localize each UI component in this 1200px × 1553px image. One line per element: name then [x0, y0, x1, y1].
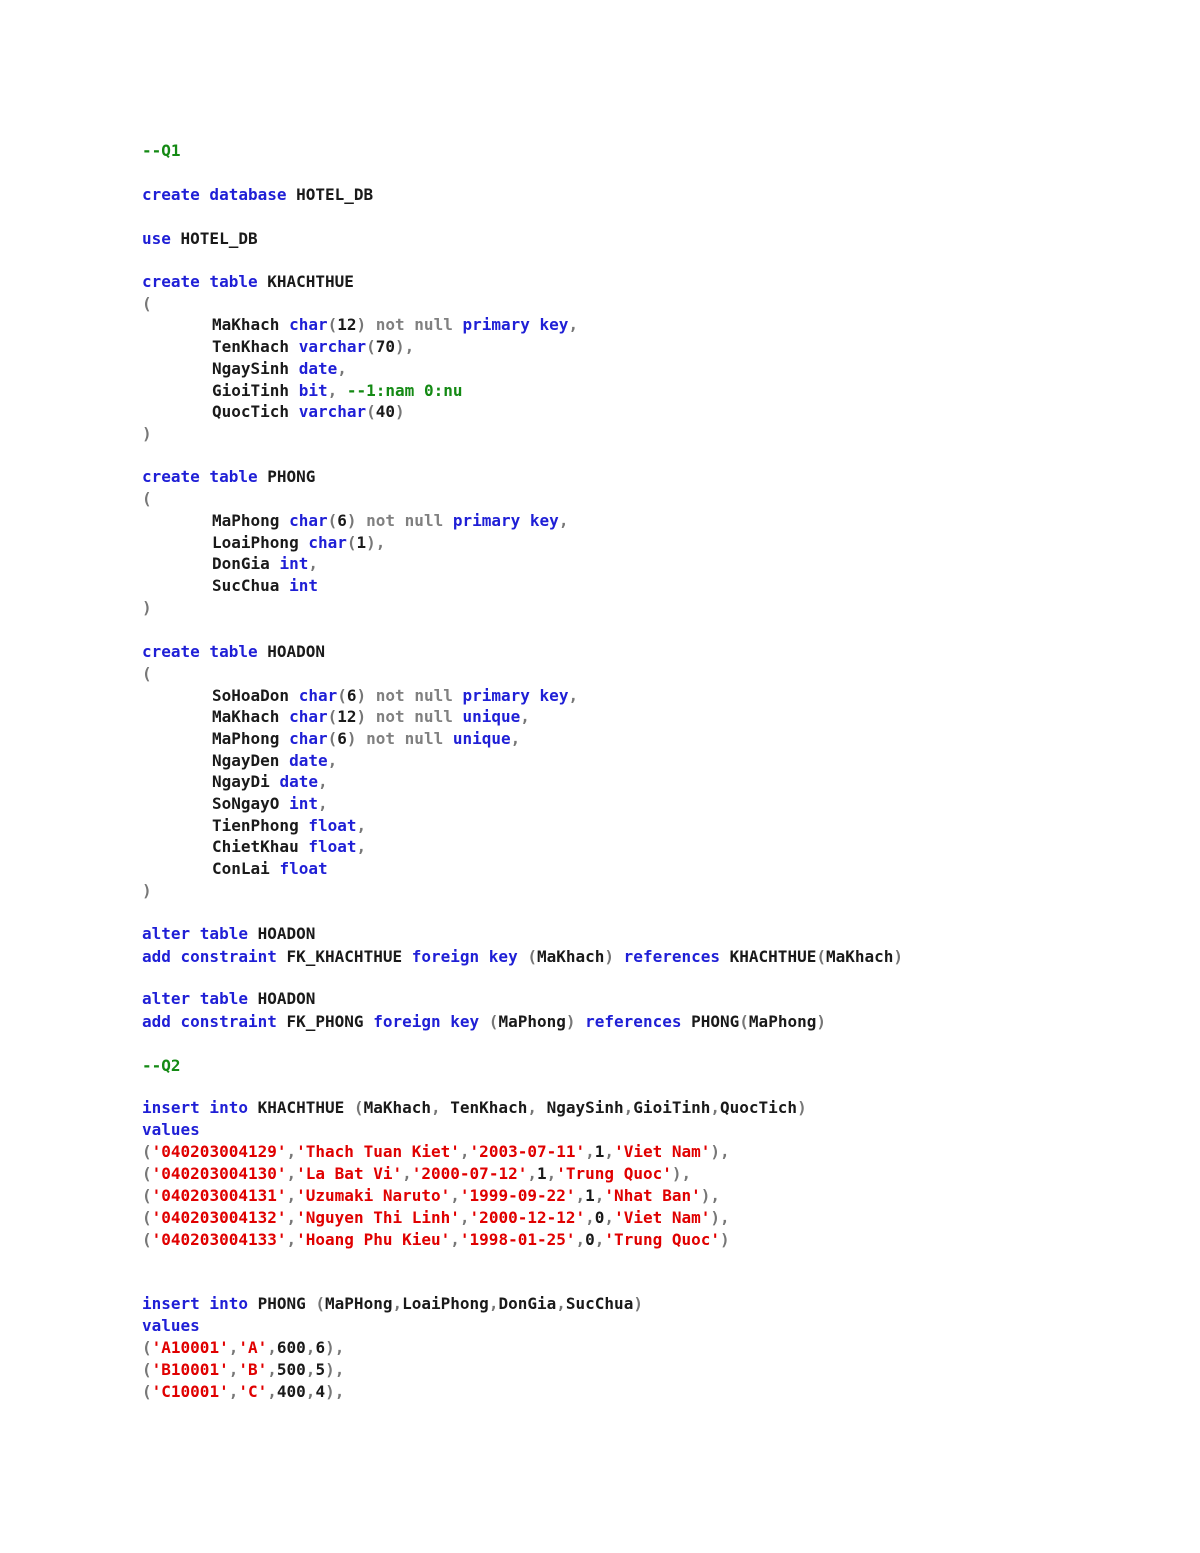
code-token: 'Viet Nam'	[614, 1208, 711, 1227]
code-token: '2003-07-11'	[469, 1142, 586, 1161]
code-line	[142, 336, 414, 358]
code-token: create table	[142, 272, 268, 291]
code-token: unique	[452, 729, 511, 748]
code-token: int	[289, 794, 318, 813]
code-token: unique	[462, 707, 521, 726]
code-line	[142, 880, 152, 902]
code-token: ,	[308, 554, 318, 573]
code-token: NgayDi	[212, 772, 280, 791]
code-token: ,	[459, 1142, 470, 1161]
code-token: ,	[337, 359, 347, 378]
code-token: '2000-12-12'	[469, 1208, 586, 1227]
code-token: MaKhach	[363, 1098, 431, 1117]
code-token: MaKhach	[825, 947, 894, 966]
code-token: ,	[267, 1382, 277, 1401]
code-token: ),	[325, 1382, 345, 1401]
code-token: create table	[142, 467, 268, 486]
code-token: ,	[286, 1164, 297, 1183]
code-token: ,	[585, 1142, 595, 1161]
code-token: ,	[710, 1098, 720, 1117]
code-line	[142, 466, 315, 488]
code-token: not null	[375, 315, 463, 334]
code-token: 6	[315, 1338, 326, 1357]
code-line	[142, 1163, 691, 1185]
code-token: ,	[402, 1164, 412, 1183]
code-token: 40	[375, 402, 396, 421]
code-token: ),	[700, 1186, 721, 1205]
code-token: ,	[286, 1142, 297, 1161]
code-token: varchar	[298, 402, 367, 421]
code-line	[142, 750, 337, 772]
code-token: ,	[305, 1360, 316, 1379]
code-token: (	[739, 1012, 749, 1031]
code-token: MaKhach	[536, 947, 605, 966]
code-token: 400	[276, 1382, 306, 1401]
code-token: ),	[395, 337, 415, 356]
code-line	[142, 575, 318, 597]
code-token: 5	[315, 1360, 326, 1379]
code-token: foreign key	[373, 1012, 489, 1031]
code-line	[142, 228, 258, 250]
code-token: ,	[527, 1164, 537, 1183]
code-token: GioiTinh	[212, 381, 299, 400]
code-token: MaPhong	[212, 729, 290, 748]
code-token: FK_PHONG	[286, 1012, 374, 1031]
code-token: (	[142, 294, 152, 313]
code-token: add constraint	[142, 1012, 287, 1031]
code-token: 'C10001'	[151, 1382, 229, 1401]
code-token: HOADON	[257, 989, 316, 1008]
code-token: ,	[450, 1186, 460, 1205]
code-line	[142, 771, 328, 793]
code-token: KHACHTHUE	[729, 947, 817, 966]
code-token: 'Hoang Phu Kieu'	[296, 1230, 451, 1249]
code-token: foreign key	[411, 947, 528, 966]
code-line	[142, 1055, 181, 1077]
code-token: QuocTich	[720, 1098, 798, 1117]
code-token: (	[816, 947, 826, 966]
code-token: 12	[337, 707, 357, 726]
code-token: 1	[356, 533, 367, 552]
code-line	[142, 1229, 730, 1251]
code-line	[142, 140, 181, 162]
code-token: 12	[337, 315, 357, 334]
code-token: HOTEL_DB	[296, 185, 374, 204]
code-token: (	[527, 947, 537, 966]
code-token: TenKhach	[212, 337, 299, 356]
code-token: 0	[594, 1208, 605, 1227]
code-token: HOADON	[257, 924, 316, 943]
code-token: 'Trung Quoc'	[556, 1164, 672, 1183]
code-line	[142, 314, 578, 336]
code-token: --1:nam 0:nu	[346, 381, 463, 400]
code-token: ,	[450, 1230, 460, 1249]
code-token: )	[720, 1230, 730, 1249]
code-token: )	[142, 598, 152, 617]
code-line	[142, 1293, 643, 1315]
code-token: references	[623, 947, 730, 966]
code-token: '040203004131'	[151, 1186, 287, 1205]
code-line	[142, 815, 366, 837]
code-line	[142, 663, 152, 685]
code-token: )	[893, 947, 904, 966]
code-token: 'B'	[238, 1360, 268, 1379]
code-token: ,	[305, 1338, 316, 1357]
code-token: ,	[568, 315, 579, 334]
code-token: insert into	[142, 1294, 258, 1313]
code-token: HOADON	[267, 642, 326, 661]
code-token: ,	[604, 1142, 615, 1161]
code-line	[142, 1337, 344, 1359]
code-token: ,	[286, 1186, 297, 1205]
code-token: SucChua	[212, 576, 290, 595]
code-token: create database	[142, 185, 297, 204]
code-line	[142, 858, 328, 880]
code-token: 6	[337, 511, 347, 530]
code-line	[142, 1097, 807, 1119]
code-line	[142, 488, 152, 510]
code-token: 4	[315, 1382, 326, 1401]
code-token: (	[327, 707, 338, 726]
code-token: date	[289, 751, 328, 770]
code-token: ,	[317, 794, 328, 813]
code-token: '2000-07-12'	[411, 1164, 528, 1183]
code-token: primary key	[452, 511, 559, 530]
code-token: ,	[431, 1098, 451, 1117]
code-token: ,	[556, 1294, 566, 1313]
code-token: )	[816, 1012, 826, 1031]
code-token: (	[327, 729, 338, 748]
code-token: )	[395, 402, 405, 421]
code-token: not null	[366, 729, 453, 748]
code-token: KHACHTHUE	[257, 1098, 354, 1117]
code-token: ,	[305, 1382, 316, 1401]
code-token: FK_KHACHTHUE	[286, 947, 412, 966]
code-token: (	[327, 315, 338, 334]
code-line	[142, 1207, 730, 1229]
code-token: (	[337, 686, 347, 705]
code-line	[142, 358, 347, 380]
code-token: ,	[585, 1208, 595, 1227]
code-token: 'A10001'	[151, 1338, 229, 1357]
code-token: DonGia	[212, 554, 280, 573]
code-token: SucChua	[565, 1294, 634, 1313]
code-token: ,	[558, 511, 569, 530]
code-token: '1998-01-25'	[459, 1230, 576, 1249]
code-line	[142, 423, 152, 445]
code-token: 70	[375, 337, 396, 356]
code-token: (	[366, 337, 376, 356]
code-token: 'Nhat Ban'	[604, 1186, 701, 1205]
code-token: (	[142, 664, 152, 683]
code-token: ,	[392, 1294, 403, 1313]
code-token: (	[142, 1142, 152, 1161]
code-token: values	[142, 1316, 200, 1335]
code-line	[142, 184, 373, 206]
code-token: ,	[267, 1360, 277, 1379]
code-token: (	[142, 1360, 152, 1379]
code-token: 6	[337, 729, 347, 748]
code-token: float	[308, 816, 357, 835]
code-token: MaPhong	[748, 1012, 817, 1031]
code-token: float	[308, 837, 357, 856]
code-token: int	[279, 554, 309, 573]
code-token: not null	[375, 686, 463, 705]
code-token: '040203004132'	[151, 1208, 287, 1227]
code-token: )	[346, 511, 367, 530]
code-token: (	[142, 1164, 152, 1183]
code-token: (	[366, 402, 376, 421]
code-token: create table	[142, 642, 268, 661]
code-token: char	[289, 729, 328, 748]
code-line	[142, 293, 152, 315]
code-token: )	[356, 686, 376, 705]
code-token: (	[142, 489, 152, 508]
code-token: SoHoaDon	[212, 686, 299, 705]
code-token: '040203004133'	[151, 1230, 287, 1249]
code-token: ,	[575, 1230, 586, 1249]
code-token: (	[142, 1338, 152, 1357]
code-token: '040203004129'	[151, 1142, 287, 1161]
code-token: date	[298, 359, 338, 378]
code-token: ,	[546, 1164, 557, 1183]
code-token: NgaySinh	[546, 1098, 624, 1117]
code-token: varchar	[298, 337, 367, 356]
code-token: KHACHTHUE	[267, 272, 354, 291]
code-token: ,	[575, 1186, 586, 1205]
code-token: ConLai	[212, 859, 280, 878]
code-token: GioiTinh	[633, 1098, 711, 1117]
code-token: ,	[286, 1230, 297, 1249]
code-line	[142, 1381, 344, 1403]
code-line	[142, 1011, 826, 1033]
code-token: not null	[375, 707, 463, 726]
code-token: ,	[286, 1208, 297, 1227]
code-token: TienPhong	[212, 816, 309, 835]
code-token: 600	[276, 1338, 306, 1357]
code-token: ),	[366, 533, 386, 552]
code-token: ,	[356, 837, 367, 856]
code-token: MaPhong	[212, 511, 290, 530]
code-token: SoNgayO	[212, 794, 290, 813]
code-token: 'Uzumaki Naruto'	[296, 1186, 451, 1205]
code-token: MaPhong	[498, 1012, 566, 1031]
code-token: char	[308, 533, 347, 552]
code-token: ,	[568, 686, 579, 705]
code-token: (	[488, 1012, 499, 1031]
code-token: ),	[325, 1338, 345, 1357]
code-line	[142, 1315, 200, 1337]
code-token: LoaiPhong	[212, 533, 309, 552]
code-token: (	[327, 511, 338, 530]
code-token: 1	[594, 1142, 605, 1161]
code-token: not null	[366, 511, 453, 530]
code-token: 1	[585, 1186, 595, 1205]
code-token: )	[356, 707, 376, 726]
code-line	[142, 988, 315, 1010]
code-token: )	[797, 1098, 807, 1117]
code-token: (	[315, 1294, 326, 1313]
code-line	[142, 728, 520, 750]
code-line	[142, 597, 152, 619]
code-token: ,	[327, 381, 347, 400]
code-token: 'Thach Tuan Kiet'	[296, 1142, 460, 1161]
code-token: '1999-09-22'	[459, 1186, 576, 1205]
code-token: MaPHong	[325, 1294, 393, 1313]
code-token: char	[289, 315, 328, 334]
code-line	[142, 641, 325, 663]
code-token: TenKhach	[450, 1098, 528, 1117]
code-token: PHONG	[691, 1012, 740, 1031]
code-token: (	[142, 1208, 152, 1227]
code-line	[142, 271, 354, 293]
code-token: 1	[536, 1164, 547, 1183]
code-token: MaKhach	[212, 707, 290, 726]
code-line	[142, 510, 568, 532]
code-line	[142, 706, 530, 728]
code-token: ),	[671, 1164, 692, 1183]
code-token: ),	[710, 1142, 730, 1161]
code-token: )	[633, 1294, 643, 1313]
code-token: char	[298, 686, 338, 705]
code-token: ,	[228, 1360, 239, 1379]
code-token: )	[142, 424, 152, 443]
code-line	[142, 1359, 344, 1381]
code-token: HOTEL_DB	[180, 229, 258, 248]
code-token: primary key	[462, 686, 569, 705]
code-token: NgaySinh	[212, 359, 299, 378]
code-line	[142, 1119, 200, 1141]
code-token: ,	[228, 1382, 239, 1401]
code-token: )	[565, 1012, 586, 1031]
code-token: ),	[710, 1208, 730, 1227]
code-token: ,	[604, 1208, 615, 1227]
code-token: insert into	[142, 1098, 258, 1117]
code-token: 'B10001'	[151, 1360, 229, 1379]
code-token: ,	[520, 707, 530, 726]
code-line	[142, 380, 462, 402]
code-token: ,	[527, 1098, 547, 1117]
code-token: char	[289, 707, 328, 726]
code-line	[142, 401, 405, 423]
code-token: 0	[585, 1230, 595, 1249]
code-token: ,	[267, 1338, 277, 1357]
code-token: (	[142, 1230, 152, 1249]
code-token: 'C'	[238, 1382, 268, 1401]
code-token: QuocTich	[212, 402, 299, 421]
code-token: char	[289, 511, 328, 530]
code-token: )	[356, 315, 376, 334]
code-token: references	[585, 1012, 692, 1031]
code-token: (	[353, 1098, 364, 1117]
code-token: 'Nguyen Thi Linh'	[296, 1208, 460, 1227]
code-token: MaKhach	[212, 315, 290, 334]
code-token: ,	[594, 1186, 605, 1205]
code-line	[142, 946, 903, 968]
code-token: bit	[298, 381, 328, 400]
code-token: values	[142, 1120, 200, 1139]
code-line	[142, 1185, 720, 1207]
code-line	[142, 1141, 730, 1163]
code-line	[142, 793, 328, 815]
code-token: date	[279, 772, 318, 791]
code-token: DonGia	[498, 1294, 557, 1313]
code-line	[142, 553, 318, 575]
code-token: LoaiPhong	[402, 1294, 489, 1313]
code-token: ,	[510, 729, 521, 748]
code-token: alter table	[142, 989, 258, 1008]
code-line	[142, 685, 578, 707]
code-token: add constraint	[142, 947, 287, 966]
code-line	[142, 923, 315, 945]
code-token: )	[604, 947, 624, 966]
code-token: ),	[325, 1360, 345, 1379]
code-token: ,	[623, 1098, 634, 1117]
code-token: PHONG	[267, 467, 316, 486]
code-token: 'A'	[238, 1338, 268, 1357]
code-token: ,	[228, 1338, 239, 1357]
code-token: )	[346, 729, 367, 748]
code-token: ,	[594, 1230, 605, 1249]
code-token: (	[142, 1382, 152, 1401]
code-line	[142, 836, 366, 858]
code-token: --Q1	[142, 141, 181, 160]
code-token: ,	[327, 751, 338, 770]
code-token: NgayDen	[212, 751, 290, 770]
code-token: 'La Bat Vi'	[296, 1164, 403, 1183]
code-token: ,	[459, 1208, 470, 1227]
code-token: float	[279, 859, 328, 878]
code-token: use	[142, 229, 181, 248]
code-token: (	[142, 1186, 152, 1205]
code-token: ,	[356, 816, 367, 835]
code-token: '040203004130'	[151, 1164, 287, 1183]
code-token: --Q2	[142, 1056, 181, 1075]
code-token: int	[289, 576, 318, 595]
code-token: 'Viet Nam'	[614, 1142, 711, 1161]
code-token: ,	[488, 1294, 499, 1313]
code-token: 500	[276, 1360, 306, 1379]
code-token: )	[142, 881, 152, 900]
code-token: (	[346, 533, 357, 552]
code-token: PHONG	[257, 1294, 316, 1313]
code-token: ChietKhau	[212, 837, 309, 856]
code-token: 'Trung Quoc'	[604, 1230, 721, 1249]
code-token: alter table	[142, 924, 258, 943]
code-line	[142, 532, 385, 554]
code-token: primary key	[462, 315, 569, 334]
code-token: 6	[346, 686, 357, 705]
code-token: ,	[317, 772, 328, 791]
